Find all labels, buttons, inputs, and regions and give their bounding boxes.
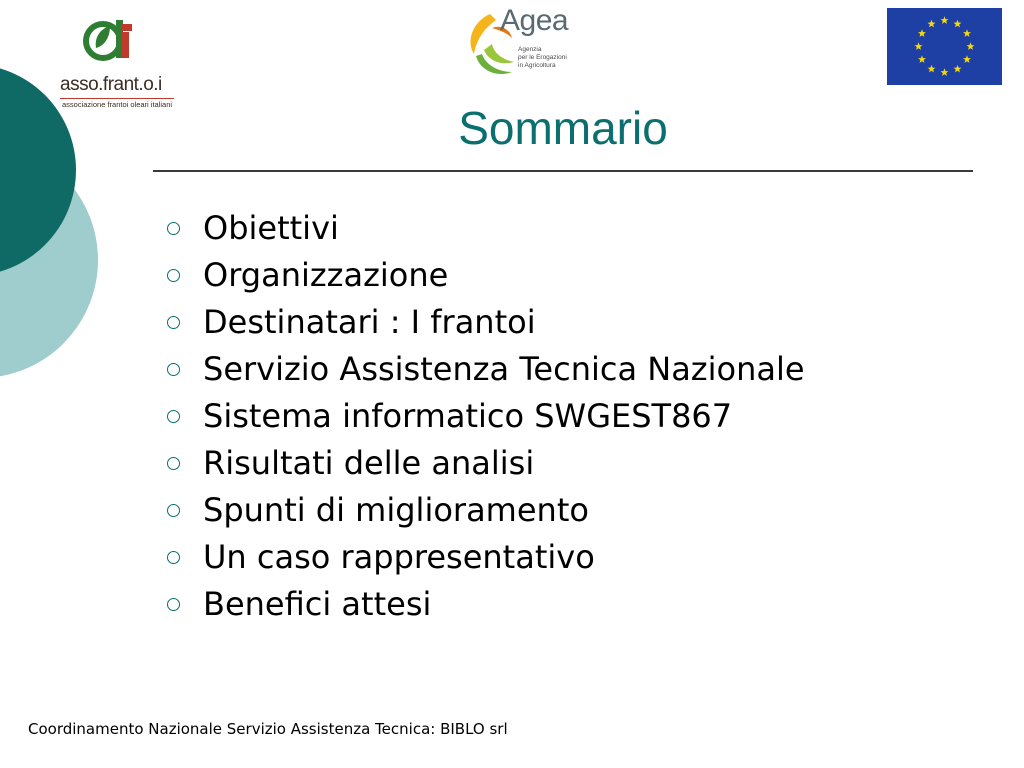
agenda-item <box>160 346 805 393</box>
agenda-item-label: Risultati delle analisi <box>203 444 535 482</box>
circle-bullet-icon <box>167 504 180 517</box>
circle-bullet-icon <box>167 316 180 329</box>
agea-wordmark: Agea <box>500 4 569 37</box>
circle-bullet-icon <box>167 410 180 423</box>
agenda-list <box>160 205 805 628</box>
title-divider <box>153 170 973 172</box>
eu-star-icon <box>954 20 962 28</box>
eu-star-icon <box>918 55 926 63</box>
circle-bullet-icon <box>167 457 180 470</box>
agenda-item <box>160 299 805 346</box>
slide-title: Sommario <box>458 102 668 154</box>
slide-footer: Coordinamento Nazionale Servizio Assistenza Tecnica: BIBLO srl <box>28 720 508 738</box>
circle-bullet-icon <box>167 551 180 564</box>
eu-star-icon <box>963 55 971 63</box>
eu-star-icon <box>954 65 962 73</box>
agenda-item <box>160 581 805 628</box>
eu-stars <box>887 8 1002 85</box>
agenda-item <box>160 252 805 299</box>
eu-star-icon <box>963 29 971 37</box>
agenda-item <box>160 487 805 534</box>
agenda-item <box>160 205 805 252</box>
agenda-item <box>160 393 805 440</box>
assofrantoi-underline <box>60 98 174 99</box>
eu-star-icon <box>915 42 923 50</box>
eu-star-icon <box>941 16 949 24</box>
agenda-item-label: Organizzazione <box>203 256 449 294</box>
eu-star-icon <box>928 65 936 73</box>
agea-subtitle-line: Agenzia <box>518 46 542 53</box>
agenda-item <box>160 534 805 581</box>
eu-star-icon <box>928 20 936 28</box>
eu-star-icon <box>918 29 926 37</box>
assofrantoi-tagline: associazione frantoi oleari italiani <box>62 100 173 109</box>
agea-subtitle-line: per le Erogazioni <box>518 54 567 61</box>
assofrantoi-wordmark: asso.frant.o.i <box>60 74 162 95</box>
agenda-item <box>160 440 805 487</box>
agea-logo <box>462 2 590 82</box>
agenda-item-label: Sistema informatico SWGEST867 <box>203 397 733 435</box>
agenda-item-label: Destinatari : I frantoi <box>203 303 536 341</box>
agenda-item-label: Spunti di miglioramento <box>203 491 589 529</box>
eu-flag-icon <box>887 8 1002 85</box>
circle-bullet-icon <box>167 269 180 282</box>
eu-star-icon <box>941 68 949 76</box>
agenda-item-label: Obiettivi <box>203 209 339 247</box>
agenda-item-label: Benefici attesi <box>203 585 432 623</box>
agenda-item-label: Un caso rappresentativo <box>203 538 595 576</box>
agea-subtitle-line: in Agricoltura <box>518 62 556 69</box>
eu-star-icon <box>967 42 975 50</box>
circle-bullet-icon <box>167 222 180 235</box>
circle-bullet-icon <box>167 598 180 611</box>
circle-bullet-icon <box>167 363 180 376</box>
olive-leaf-icon <box>56 14 180 74</box>
agenda-item-label: Servizio Assistenza Tecnica Nazionale <box>203 350 805 388</box>
assofrantoi-logo <box>56 14 180 108</box>
